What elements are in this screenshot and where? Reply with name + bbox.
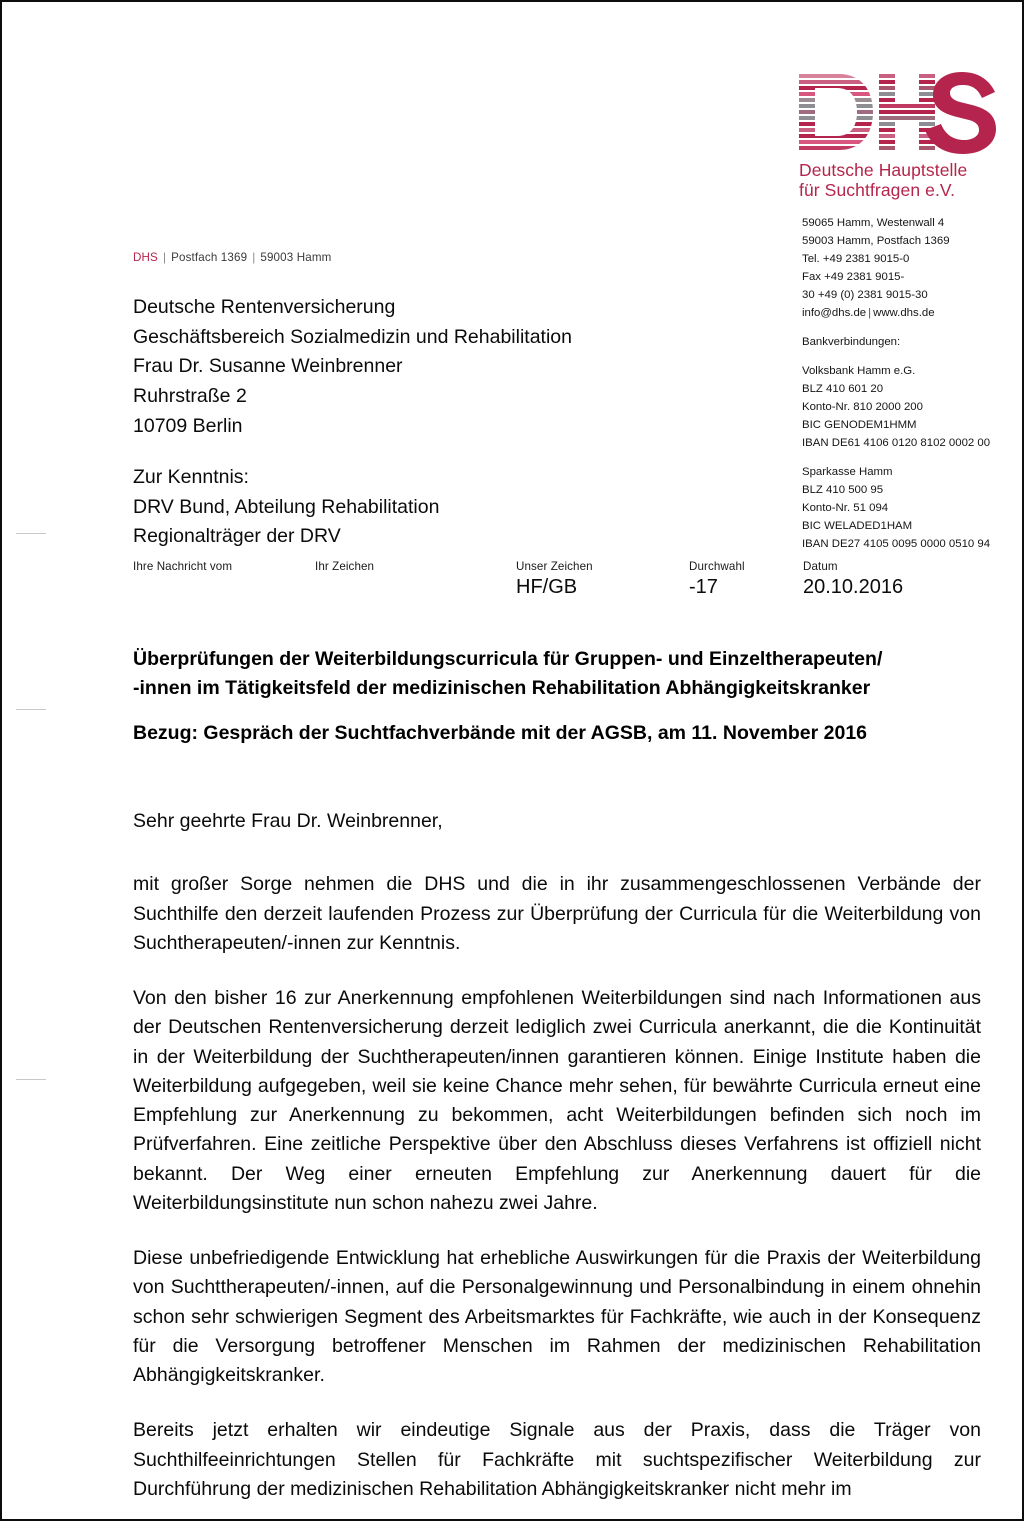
- bank-bic: BIC GENODEM1HMM: [802, 419, 917, 432]
- field-value: 20.10.2016: [803, 575, 904, 598]
- contact-address-group: [802, 214, 1017, 322]
- field-ihre-nachricht-vom: [133, 560, 232, 575]
- subject-block: [133, 645, 981, 748]
- field-unser-zeichen: [516, 560, 593, 600]
- reference-row: [133, 560, 923, 608]
- logo-letter-d: [799, 74, 879, 150]
- bank-blz: BLZ 410 500 95: [802, 484, 884, 497]
- bank-iban: IBAN DE61 4106 0120 8102 0002 00: [802, 437, 991, 450]
- field-label: Ihre Nachricht vom: [133, 560, 233, 573]
- recipient-line: Ruhrstraße 2: [133, 384, 247, 407]
- field-label: Ihr Zeichen: [315, 560, 375, 573]
- bank-volksbank-group: [802, 362, 1017, 452]
- logo-letter-s: [925, 72, 996, 154]
- recipient-line: Geschäftsbereich Sozialmedizin und Rehabilitation: [133, 325, 572, 348]
- fold-mark-bottom: [16, 1079, 46, 1080]
- letter-body: [133, 807, 981, 1504]
- field-label: Unser Zeichen: [516, 560, 593, 573]
- bank-blz: BLZ 410 601 20: [802, 383, 884, 396]
- field-label: Durchwahl: [689, 560, 745, 573]
- recipient-line: 10709 Berlin: [133, 414, 243, 437]
- bank-bic: BIC WELADED1HAM: [802, 520, 913, 533]
- recipient-address-block: [133, 293, 572, 552]
- cc-line: Regionalträger der DRV: [133, 525, 341, 548]
- contact-address-line: 59003 Hamm, Postfach 1369: [802, 235, 950, 248]
- salutation: Sehr geehrte Frau Dr. Weinbrenner,: [133, 810, 443, 832]
- contact-divider: |: [868, 307, 872, 320]
- logo-tagline-line2: für Suchtfragen e.V.: [799, 180, 956, 201]
- body-paragraph: Bereits jetzt erhalten wir eindeutige Signale aus der Praxis, dass die Träger von Suchthilfeeinrichtungen Stellen für Fachkräfte mit suchtspezifischer Weiterbildung zur Durchführung der medizinischen Rehabilitation Abhängigkeitskranker nicht mehr im: [133, 1419, 981, 1500]
- return-address-org: DHS: [133, 251, 158, 264]
- bank-konto: Konto-Nr. 51 094: [802, 502, 889, 515]
- contact-website[interactable]: www.dhs.de: [873, 307, 935, 320]
- address-spacer: [133, 441, 572, 463]
- fold-mark-top: [16, 533, 46, 534]
- recipient-line: Deutsche Rentenversicherung: [133, 296, 396, 318]
- dhs-logo-mark: [799, 68, 999, 156]
- field-ihr-zeichen: [315, 560, 374, 575]
- body-paragraph: mit großer Sorge nehmen die DHS und die in ihr zusammengeschlossenen Verbände der Suchthilfe den derzeit laufenden Prozess zur Überprüfung der Curricula für die Weiterbildung von Suchtherapeuten/-innen zur Kenntnis.: [133, 873, 981, 954]
- body-paragraph: Von den bisher 16 zur Anerkennung empfohlenen Weiterbildungen sind nach Informationen aus der Deutschen Rentenversicherung derzeit lediglich zwei Curricula anerkannt, die die Kontinuität in der Weiterbildung der Suchtherapeuten/innen garantieren können. Einige Institute haben die Weiterbildung aufgegeben, weil sie keine Chance mehr sehen, für bewährte Curricula erneut eine Empfehlung zur Anerkennung zu bekommen, acht Weiterbildungen befinden sich noch im Prüfverfahren. Eine zeitliche Perspektive über den Abschluss dieses Verfahrens ist offiziell nicht bekannt. Der Weg einer erneuten Empfehlung zur Anerkennung dauert für die Weiterbildungsinstitute nun schon nahezu zwei Jahre.: [133, 987, 981, 1214]
- subject-line-1: Überprüfungen der Weiterbildungscurricula für Gruppen- und Einzeltherapeuten/: [133, 648, 883, 670]
- field-label: Datum: [803, 560, 838, 573]
- body-paragraph: Diese unbefriedigende Entwicklung hat erhebliche Auswirkungen für die Praxis der Weiterbildung von Suchttherapeuten/-innen, auf die Personalgewinnung und Personalbindung in einem ohnehin schon sehr schwierigen Segment des Arbeitsmarktes für Fachkräfte, wie auch in der Konsequenz für die Versorgung betroffener Menschen im Rahmen der medizinischen Rehabilitation Abhängigkeitskranker.: [133, 1247, 981, 1386]
- field-durchwahl: [689, 560, 745, 600]
- bank-iban: IBAN DE27 4105 0095 0000 0510 94: [802, 538, 991, 551]
- subject-bezug-line: Bezug: Gespräch der Suchtfachverbände mit der AGSB, am 11. November 2016: [133, 721, 868, 744]
- bank-heading: Bankverbindungen:: [802, 336, 901, 349]
- bank-sparkasse-group: [802, 463, 1017, 553]
- contact-web-line: [802, 304, 1017, 322]
- return-address-line: [133, 251, 331, 264]
- contact-fax-line: Fax +49 2381 9015-: [802, 271, 905, 284]
- field-datum: [803, 560, 903, 600]
- contact-address-line: 59065 Hamm, Westenwall 4: [802, 217, 945, 229]
- return-address-postfach: Postfach 1369: [171, 251, 248, 264]
- contact-email[interactable]: info@dhs.de: [802, 307, 867, 320]
- field-value: HF/GB: [516, 575, 578, 598]
- bank-name: Volksbank Hamm e.G.: [802, 365, 916, 378]
- field-value: -17: [689, 575, 718, 598]
- return-address-divider: |: [252, 251, 256, 264]
- recipient-line: Frau Dr. Susanne Weinbrenner: [133, 355, 403, 378]
- return-address-city: 59003 Hamm: [260, 251, 332, 264]
- bank-konto: Konto-Nr. 810 2000 200: [802, 401, 923, 414]
- contact-column: [802, 214, 1017, 553]
- bank-heading-group: [802, 333, 1017, 351]
- contact-fax-line-cont: 30 +49 (0) 2381 9015-30: [802, 289, 928, 302]
- logo-tagline-line1: Deutsche Hauptstelle: [799, 160, 968, 180]
- dhs-logo: [799, 68, 1004, 200]
- cc-line: DRV Bund, Abteilung Rehabilitation: [133, 495, 440, 518]
- contact-phone-line: Tel. +49 2381 9015-0: [802, 253, 910, 266]
- cc-line: Zur Kenntnis:: [133, 466, 249, 489]
- return-address-divider: |: [162, 251, 167, 264]
- bank-name: Sparkasse Hamm: [802, 466, 893, 479]
- logo-tagline: [799, 160, 1004, 200]
- fold-mark-middle: [16, 709, 46, 710]
- subject-line-2: -innen im Tätigkeitsfeld der medizinischen Rehabilitation Abhängigkeitskranker: [133, 676, 871, 699]
